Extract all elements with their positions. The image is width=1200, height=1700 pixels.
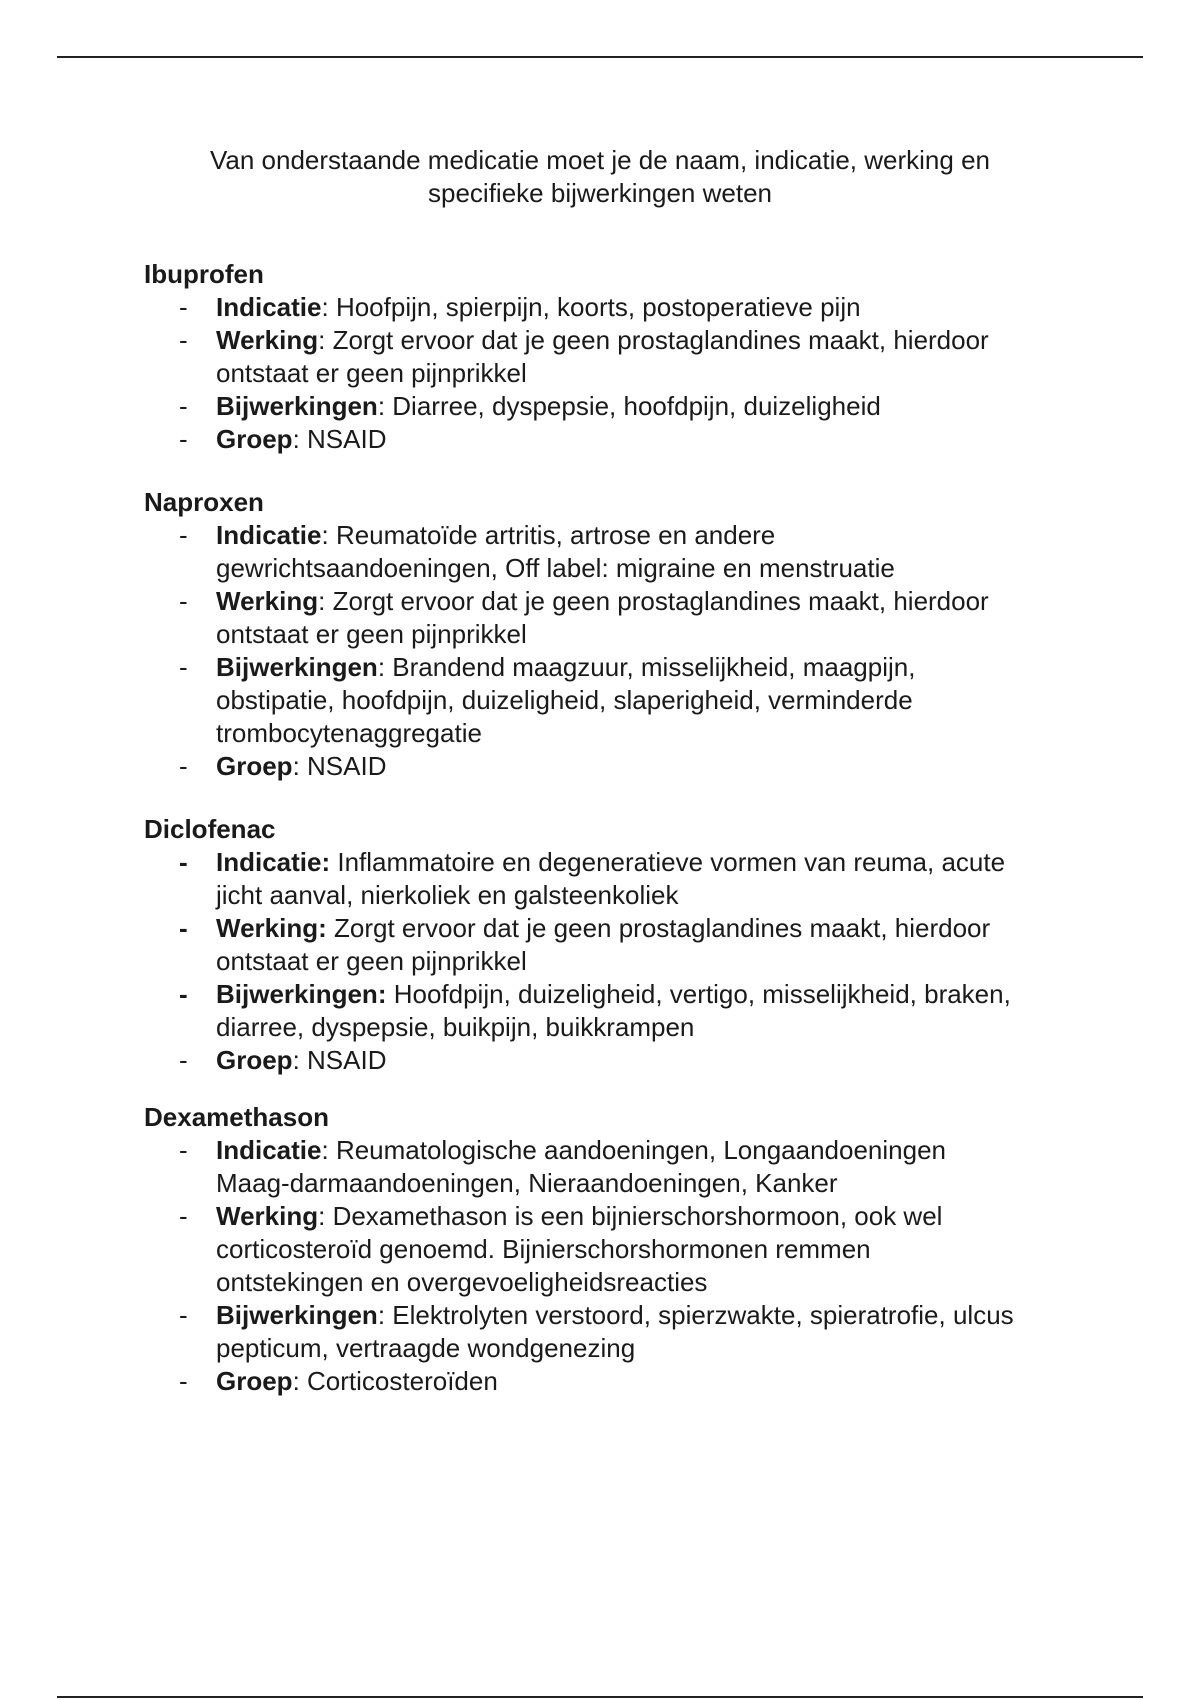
item-text: Diarree, dyspepsie, hoofdpijn, duizeligheid [392,391,881,421]
list-item [144,291,1104,324]
section-diclofenac [144,813,1104,1077]
item-label: Bijwerkingen [216,652,378,682]
medication-list [144,258,1104,1428]
item-text: NSAID [307,1045,387,1075]
item-text: Brandend maagzuur, misselijkheid, maagpijn, obstipatie, hoofdpijn, duizeligheid, slaperigheid, verminderde trombocytenaggregatie [216,652,916,748]
list-item [144,1299,1036,1365]
list-item [144,750,1104,783]
dash-bullet: - [179,1045,188,1075]
dash-bullet: - [179,520,188,550]
item-separator: : [321,520,336,550]
item-separator: : [321,292,336,322]
intro-line-2: specifieke bijwerkingen weten [428,178,772,208]
item-text: NSAID [307,424,387,454]
intro-text [150,144,1050,210]
list-item [144,978,1016,1044]
item-label: Indicatie [216,1135,322,1165]
item-text: Elektrolyten verstoord, spierzwakte, spieratrofie, ulcus pepticum, vertraagde wondgenezing [216,1300,1014,1363]
section-dexamethason [144,1101,1104,1398]
item-separator: : [292,751,308,781]
item-separator: : [318,1201,333,1231]
list-item [144,846,1016,912]
item-label: Groep [216,1366,293,1396]
section-title: Ibuprofen [144,259,264,289]
list-item [144,423,1104,456]
dash-bullet: - [179,1366,188,1396]
item-label: Bijwerkingen [216,1300,378,1330]
item-text: Reumatologische aandoeningen, Longaandoeningen Maag-darmaandoeningen, Nieraandoeningen, Kanker [216,1135,947,1198]
item-separator: : [292,1366,308,1396]
dash-bullet: - [179,325,188,355]
item-separator: : [292,1045,308,1075]
dash-bullet: - [179,586,188,616]
list-item [144,1134,1026,1200]
item-separator: : [377,652,393,682]
item-text: Dexamethason is een bijnierschorshormoon, ook wel corticosteroïd genoemd. Bijnierschorshormonen remmen ontstekingen en overgevoeligheidsreacties [216,1201,943,1297]
item-separator: : [321,1135,336,1165]
item-list [144,846,1104,1077]
item-label: Bijwerkingen [216,391,378,421]
section-title: Naproxen [144,487,264,517]
item-text: Hoofpijn, spierpijn, koorts, postoperatieve pijn [335,292,861,322]
list-item [144,651,1006,750]
list-item [144,324,1056,390]
item-separator: : [318,325,333,355]
section-title: Dexamethason [144,1102,329,1132]
dash-bullet: - [179,847,188,877]
list-item [144,390,1104,423]
item-label: Groep [216,1045,293,1075]
item-text: Reumatoïde artritis, artrose en andere gewrichtsaandoeningen, Off label: migraine en menstruatie [216,520,895,583]
intro-line-1: Van onderstaande medicatie moet je de naam, indicatie, werking en [210,145,990,175]
item-text: Zorgt ervoor dat je geen prostaglandines maakt, hierdoor ontstaat er geen pijnprikkel [216,586,989,649]
item-label: Werking [216,586,319,616]
item-separator [327,913,334,943]
bottom-rule [57,1696,1143,1698]
list-item [144,1365,1104,1398]
item-text: Corticosteroïden [307,1366,498,1396]
item-text: Inflammatoire en degeneratieve vormen van reuma, acute jicht aanval, nierkoliek en galsteenkoliek [216,847,1006,910]
item-label: Groep [216,424,293,454]
item-text: Zorgt ervoor dat je geen prostaglandines maakt, hierdoor ontstaat er geen pijnprikkel [216,325,989,388]
item-list [144,291,1104,456]
item-text: Hoofdpijn, duizeligheid, vertigo, misselijkheid, braken, diarree, dyspepsie, buikpijn, buikkrampen [216,979,1011,1042]
item-list [144,519,1104,783]
list-item [144,1044,1104,1077]
item-separator: : [318,586,333,616]
item-separator [386,979,393,1009]
item-label: Werking [216,325,319,355]
dash-bullet: - [179,1300,188,1330]
dash-bullet: - [179,391,188,421]
dash-bullet: - [179,913,188,943]
item-label: Werking [216,1201,319,1231]
item-label: Groep [216,751,293,781]
list-item [144,519,936,585]
item-separator: : [377,1300,393,1330]
item-label: Werking: [216,913,327,943]
section-ibuprofen [144,258,1104,456]
dash-bullet: - [179,424,188,454]
item-text: Zorgt ervoor dat je geen prostaglandines maakt, hierdoor ontstaat er geen pijnprikkel [216,913,991,976]
section-title: Diclofenac [144,814,276,844]
item-separator: : [292,424,308,454]
dash-bullet: - [179,1201,188,1231]
item-list [144,1134,1104,1398]
dash-bullet: - [179,1135,188,1165]
list-item [144,1200,976,1299]
item-label: Indicatie: [216,847,331,877]
item-text: NSAID [307,751,387,781]
section-naproxen [144,486,1104,783]
list-item [144,912,1056,978]
dash-bullet: - [179,979,188,1009]
item-label: Indicatie [216,292,322,322]
dash-bullet: - [179,652,188,682]
item-label: Indicatie [216,520,322,550]
list-item [144,585,1056,651]
dash-bullet: - [179,292,188,322]
item-separator: : [377,391,393,421]
top-rule [57,56,1143,58]
item-label: Bijwerkingen: [216,979,387,1009]
dash-bullet: - [179,751,188,781]
